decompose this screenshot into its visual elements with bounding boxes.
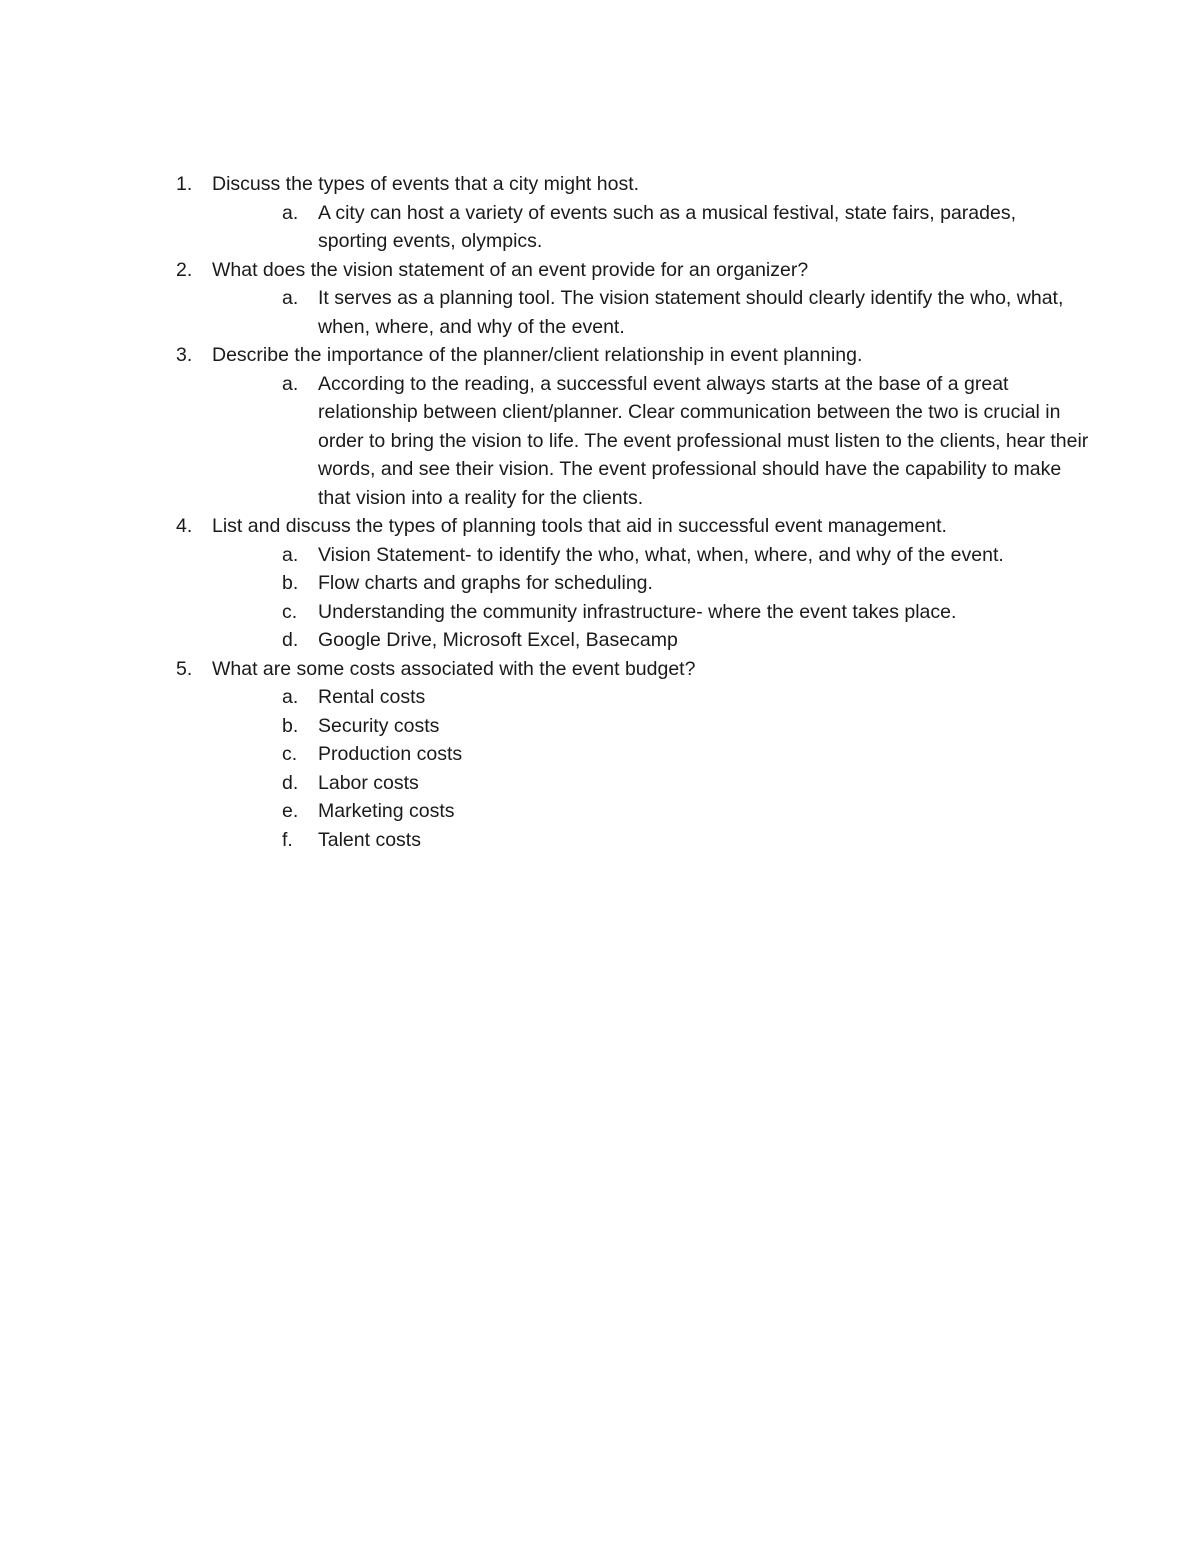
answer-text: Google Drive, Microsoft Excel, Basecamp — [318, 629, 678, 651]
answer-item — [212, 370, 1090, 513]
answer-text: Labor costs — [318, 771, 419, 794]
answer-list — [212, 370, 1089, 513]
answer-text: A city can host a variety of events such as a musical festival, state fairs, parades, sporting events, olympics. — [318, 201, 1016, 252]
answer-text: Vision Statement- to identify the who, what, when, where, and why of the event. — [318, 543, 1004, 566]
answer-item — [212, 569, 1090, 598]
answer-item — [212, 683, 1090, 712]
question-number: 4. — [176, 515, 193, 537]
answer-text: Production costs — [318, 743, 463, 765]
question-item — [176, 341, 1089, 512]
answer-item — [212, 626, 1090, 655]
answer-item — [212, 199, 1090, 256]
answer-letter: f. — [282, 828, 293, 851]
answer-item — [212, 284, 1090, 341]
answer-letter: b. — [282, 572, 299, 594]
question-text: List and discuss the types of planning tools that aid in successful event management. — [212, 515, 947, 537]
answer-item — [212, 826, 1090, 855]
answer-letter: a. — [282, 372, 299, 395]
answer-letter: a. — [282, 543, 299, 566]
question-text: What are some costs associated with the event budget? — [212, 657, 696, 680]
question-item — [176, 655, 1076, 855]
answer-letter: d. — [282, 771, 299, 794]
answer-text: Talent costs — [318, 828, 421, 851]
question-text: Discuss the types of events that a city might host. — [212, 173, 640, 195]
question-list — [176, 170, 1089, 854]
question-number: 3. — [176, 344, 193, 366]
question-text: What does the vision statement of an event provide for an organizer? — [212, 258, 809, 281]
question-item — [176, 512, 1076, 655]
answer-list — [212, 541, 1076, 655]
question-number: 2. — [176, 258, 193, 281]
answer-text: It serves as a planning tool. The vision statement should clearly identify the who, what, when, where, and why of the event. — [318, 287, 1064, 338]
answer-list — [212, 199, 1076, 256]
answer-letter: d. — [282, 629, 299, 651]
answer-text: Security costs — [318, 714, 440, 737]
answer-letter: c. — [282, 600, 298, 623]
answer-item — [212, 541, 1090, 570]
answer-list — [212, 284, 1076, 341]
answer-letter: a. — [282, 686, 299, 708]
answer-item — [212, 712, 1090, 741]
question-item — [176, 256, 1076, 342]
question-number: 1. — [176, 173, 193, 195]
answer-text: Understanding the community infrastructure- where the event takes place. — [318, 600, 957, 623]
question-number: 5. — [176, 657, 193, 680]
answer-letter: a. — [282, 201, 299, 224]
answer-text: According to the reading, a successful event always starts at the base of a great relationship between client/planner. Clear communication between the two is crucial in order to bring the vision to life. The event professional must listen to the clients, hear their words, and see their vision. The event professional should have the capability to make that vision into a reality for the clients. — [318, 372, 1089, 509]
question-text: Describe the importance of the planner/client relationship in event planning. — [212, 344, 863, 366]
answer-text: Marketing costs — [318, 800, 455, 822]
answer-letter: b. — [282, 714, 299, 737]
answer-text: Flow charts and graphs for scheduling. — [318, 572, 653, 594]
answer-item — [212, 797, 1090, 826]
answer-letter: e. — [282, 800, 299, 822]
answer-list — [212, 683, 1076, 854]
answer-text: Rental costs — [318, 686, 426, 708]
answer-item — [212, 740, 1090, 769]
answer-item — [212, 769, 1090, 798]
answer-letter: a. — [282, 287, 299, 309]
question-item — [176, 170, 1076, 256]
answer-item — [212, 598, 1090, 627]
answer-letter: c. — [282, 743, 298, 765]
